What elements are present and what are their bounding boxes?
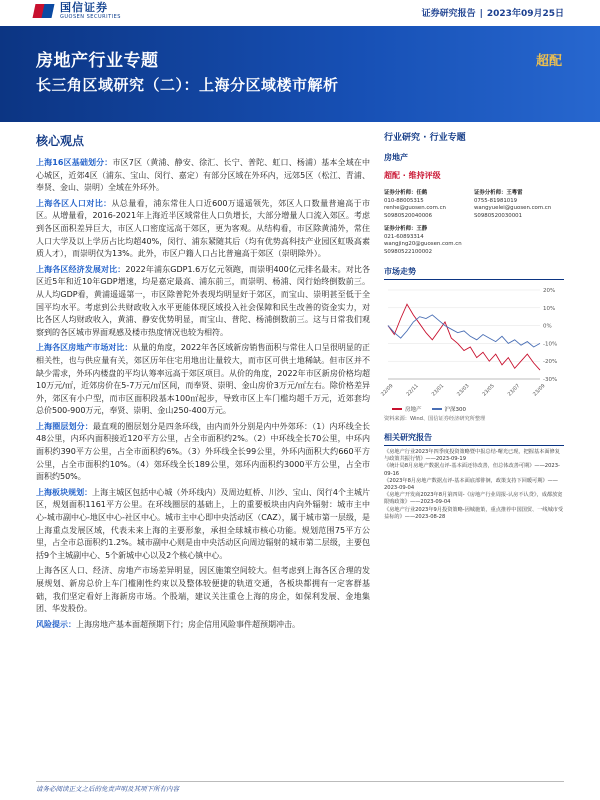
paragraph-text: 从总量看，浦东常住人口近600万遥遥领先，郊区人口数量普遍高于市区。从增量看，2016-2021年上海近半区域常住人口负增长，大部分增量人口流入郊区。考虑到各区面积差异巨大，市区人口密度远高于郊区，更为客观。从结构看，市区除黄浦外，常住人口大学及以上学历占比均超40%，闵行、浦东紧随其后（均有优势高科技产业园区虹吸高素质人才），而崇明仅为13%。此外，市区户籍人口占比普遍高于郊区（崇明除外）。 <box>36 198 370 259</box>
x-tick-label: 22/11 <box>405 383 420 398</box>
footer-divider <box>36 781 564 782</box>
report-category: 行业研究 · 行业专题 <box>384 133 466 143</box>
chart-source: 资料来源：Wind、国信证券经济研究所整理 <box>384 416 486 422</box>
top-bar <box>0 0 600 26</box>
market-trend-chart <box>380 284 564 413</box>
x-tick-label: 23/01 <box>430 383 446 398</box>
legend-item <box>392 405 422 413</box>
paragraph-text: 上海房地产基本面超预期下行；房企信用风险事件超预期冲击。 <box>76 619 300 629</box>
analyst-name: 证券分析师：任鹤 <box>384 190 428 196</box>
market-trend-svg <box>380 284 564 399</box>
paragraph-lead: 上海各区房地产市场对比： <box>36 343 133 353</box>
core-views-paragraphs <box>36 157 370 631</box>
title-banner <box>0 26 600 122</box>
paragraph-text: 最直观的圈层划分是四条环线，由内而外分别是内中外郊环：（1）内环线全长48公里，内环内面积接近120平方公里，占全市面积约2%。（2）中环线全长70公里，中环内面积约390平方公里，占全市面积约6%。（3）外环线全长99公里，外环内面积大约660平方公里，占全市面积约10%。（4）郊环线全长189公里，郊环内面积约3000平方公里，占全市面积约50%。 <box>36 421 370 482</box>
x-tick-label: 23/09 <box>532 383 547 398</box>
paragraph-text: 上海各区人口、经济、房地产市场差异明显，因区施策空间较大。但考虑到上海各区合理的发展规划、新房总价上车门槛刚性约束以及整体较便捷的轨道交通，各板块都拥有一定客群基础，我们坚定看好上海新房市场。个股端，建议关注重仓上海的房企，如保利发展、金地集团、华发股份。 <box>36 566 370 614</box>
paragraph-text: 从量的角度，2022年各区域新房销售面积与常住人口呈很明显的正相关性，也与供应量有关，郊区历年住宅用地出让量较大，而市区可供土地稀缺。但市区并不缺少需求，外环内楼盘的平均认筹率远高于郊区项目。从价的角度，2022年市区新房价格均超10万元/㎡，近郊房价在5-7万元/㎡区间，而奉贤、崇明、金山房价3万元/㎡左右。除价格差异外，郊区有小户型，而市区面积段基本100㎡起步，导致市区上车门槛均超千万元，近郊套均总价500-900万元，奉贤、崇明、金山250-400万元。 <box>36 343 371 416</box>
industry-name: 房地产 <box>384 153 408 162</box>
analyst-phone: 021-60893314 <box>384 233 424 240</box>
paragraph-text: 2022年浦东GDP1.6万亿元领跑，而崇明400亿元排名最末。对比各区近5年和近10年GDP增速，均是嘉定最高、浦东前三，而崇明、杨浦、闵行始终倒数前三。从人均GDP看，黄浦遥遥第一，市区除普陀外表现均明显好于郊区，而宝山、崇明甚至低于全国平均水平。考虑到公共财政收入水平更能体现区域投入社会保障和民生改善的资金实力，对比各区人均财政收入，黄浦、静安优势明显，而宝山、普陀、杨浦倒数前三。这与日常我们观察到的各区城市界面观感及楼市热度情况也较为相符。 <box>36 264 370 337</box>
core-view-paragraph <box>36 619 370 632</box>
related-report-item[interactable]: 《统计局8月房地产数据点评-基本面还待改善，但总体改善可期》——2023-09-16 <box>384 463 560 477</box>
analyst-phone: 0755-81981019 <box>474 197 518 204</box>
analyst-phone: 010-88005315 <box>384 197 424 204</box>
paragraph-lead: 上海圈层划分： <box>36 421 93 431</box>
core-view-paragraph <box>36 421 370 484</box>
analyst-card <box>474 190 564 220</box>
paragraph-text: 市区7区（黄浦、静安、徐汇、长宁、普陀、虹口、杨浦）基本全域在中心城区，近郊4区（浦东、宝山、闵行、嘉定）有部分区域在外环内，远郊5区（松江、青浦、奉贤、金山、崇明）全域在外环外。 <box>36 158 370 193</box>
logo-en: GUOSEN SECURITIES <box>60 14 121 20</box>
core-view-paragraph <box>36 198 370 261</box>
report-type <box>422 6 564 19</box>
market-trend-title: 市场走势 <box>384 266 564 280</box>
legend-swatch <box>432 408 442 410</box>
legend-label: 沪深300 <box>444 407 467 413</box>
paragraph-lead: 上海16区基础划分： <box>36 158 113 167</box>
legend-item <box>432 405 467 413</box>
analyst-card <box>384 190 474 220</box>
rating-tag: 超配 <box>535 54 562 69</box>
report-subtitle: 长三角区域研究（二）：上海分区域楼市解析 <box>36 76 339 94</box>
paragraph-lead: 上海各区人口对比： <box>36 198 112 208</box>
core-view-paragraph <box>36 565 370 615</box>
guosen-logo <box>34 2 121 20</box>
legend-label: 房地产 <box>405 407 422 413</box>
rating-line: 超配 · 维持评级 <box>384 171 441 180</box>
x-tick-label: 23/03 <box>456 383 471 398</box>
x-tick-label: 23/05 <box>481 383 496 398</box>
related-reports-title: 相关研究报告 <box>384 432 564 446</box>
core-view-paragraph <box>36 264 370 340</box>
related-report-item[interactable]: 《房地产行业2023年9月投资策略-因城施策，重点推荐中国国贸、一线城市受益标的》——2023-08-28 <box>384 506 564 520</box>
sidebar <box>380 132 564 521</box>
y-tick-label: -10% <box>543 341 558 348</box>
chart-legend <box>392 405 564 413</box>
legend-swatch <box>392 408 402 410</box>
guosen-logo-icon <box>34 2 56 20</box>
paragraph-lead: 上海各区经济发展对比： <box>36 264 126 274</box>
related-report-item[interactable]: 《2023年8月房地产数据点评-基本面底部徘徊，政策支持下回暖可期》——2023-09-04 <box>384 477 558 492</box>
analyst-email[interactable]: renhe@guosen.com.cn <box>384 205 446 211</box>
x-tick-label: 22/09 <box>380 383 395 398</box>
y-tick-label: 20% <box>543 288 556 294</box>
series-line <box>388 315 540 347</box>
analyst-name: 证券分析师：王粤雷 <box>474 190 523 196</box>
logo-cn: 国信证券 <box>60 1 108 14</box>
footer-disclaimer: 请务必阅读正文之后的免责声明及其项下所有内容 <box>36 785 179 793</box>
report-date: 2023年09月25日 <box>486 9 564 19</box>
y-tick-label: 10% <box>543 305 556 312</box>
paragraph-lead: 上海板块规划： <box>36 487 93 497</box>
core-view-paragraph <box>36 157 370 195</box>
analyst-name: 证券分析师：王静 <box>384 226 428 232</box>
related-report-item[interactable]: 《房地产开发商2023年8月第四周-《房地产行业周报-认房不认贷》，成都放宽限购政策》——2023-09-04 <box>384 492 563 506</box>
core-view-paragraph <box>36 487 370 563</box>
y-tick-label: 0% <box>543 323 552 330</box>
core-view-paragraph <box>36 342 370 418</box>
x-tick-label: 23/07 <box>506 383 522 398</box>
analyst-license: S0980522100002 <box>384 248 433 255</box>
analyst-card <box>384 226 474 256</box>
paragraph-text: 上海主城区包括中心城（外环线内）及周边虹桥、川沙、宝山、闵行4个主城片区，规划面积1161平方公里。在环线圈层的基础上，上的重要板块由内向外辐射：城市主中心-城市副中心-地区中心-社区中心。城市主中心即中央活动区（CAZ），属于城市第一层级，是上海重点发展区域，代表未来上海的主要形象，承担全球城市核心功能。规划范围75平方公里，占全市总面积约1.2%。城市副中心则是由中央活动区向周边辐射的城市第二层级，主要包括9个主城副中心、5个新城中心以及2个核心镇中心。 <box>36 487 370 560</box>
related-reports-list <box>384 449 564 521</box>
y-tick-label: -20% <box>543 359 558 366</box>
analyst-license: S0980520030001 <box>474 212 523 219</box>
series-line <box>388 304 540 370</box>
core-views-section <box>36 132 370 634</box>
analyst-email[interactable]: wangjing20@guosen.com.cn <box>384 241 462 247</box>
analyst-email[interactable]: wangyuelei@guosen.com.cn <box>474 205 552 211</box>
report-type-label: 证券研究报告 <box>421 9 476 19</box>
separator: | <box>479 9 483 19</box>
analyst-list <box>384 190 564 262</box>
paragraph-lead: 风险提示： <box>36 619 76 629</box>
y-tick-label: -30% <box>543 377 558 383</box>
related-report-item[interactable]: 《房地产行业2023年四季度投资策略暨中报总结-曙光已现，把握基本面修复与政策共振行情》——2023-09-19 <box>384 449 560 463</box>
analyst-license: S0980520040006 <box>384 212 433 219</box>
report-title: 房地产行业专题 <box>36 51 159 71</box>
section-title: 核心观点 <box>36 134 85 148</box>
